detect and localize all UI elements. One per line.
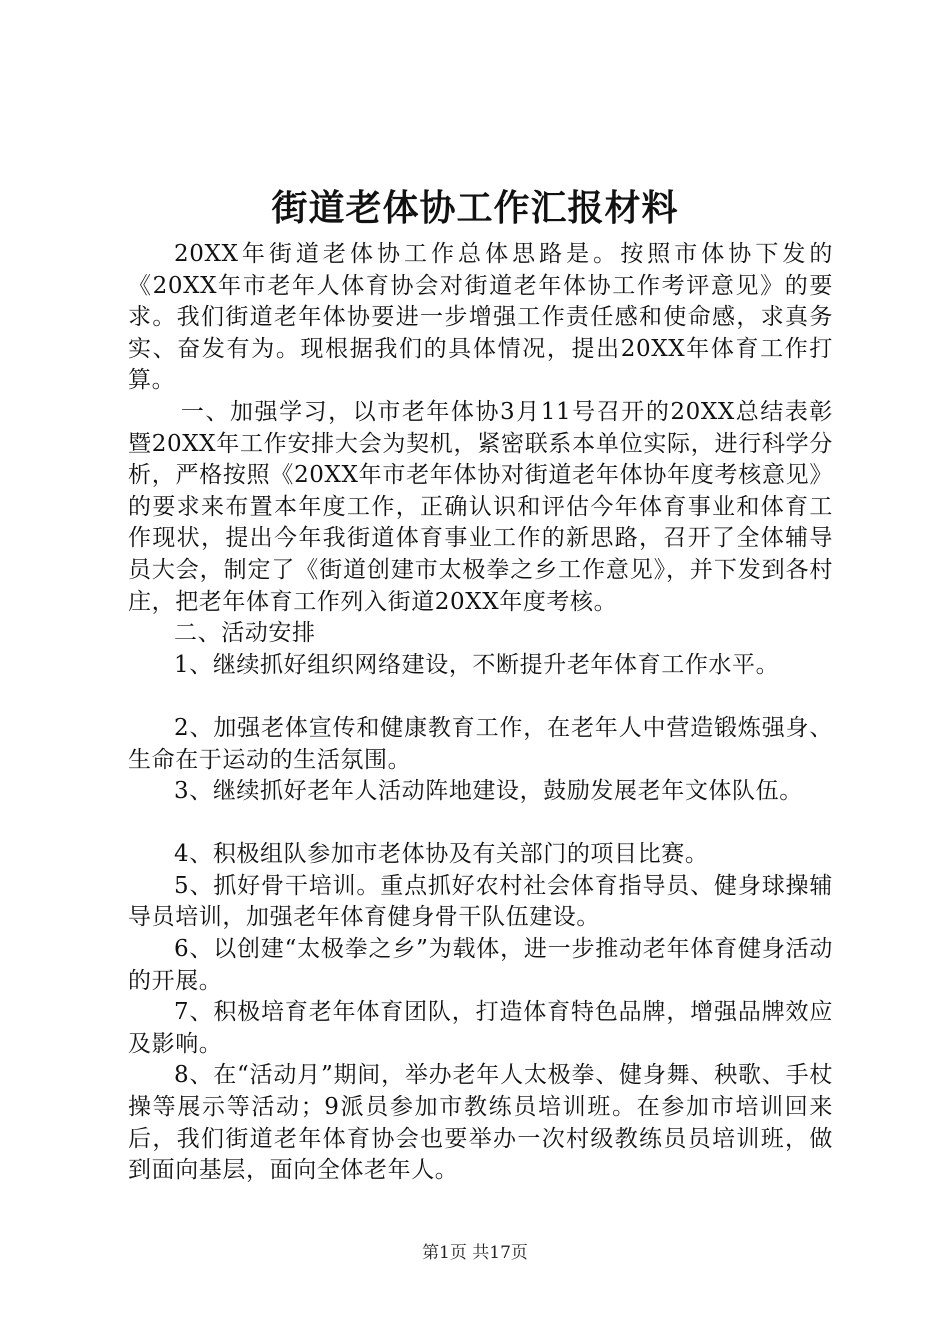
page-number-label: 第1页 共17页: [422, 1243, 528, 1263]
paragraph-item-6: 6、以创建“太极拳之乡”为载体，进一步推动老年体育健身活动的开展。: [128, 936, 833, 994]
paragraph-item-2: 2、加强老体宣传和健康教育工作，在老年人中营造锻炼强身、生命在于运动的生活氛围。: [128, 714, 833, 773]
page-footer: [0, 1242, 950, 1264]
paragraph-item-4: 4、积极组队参加市老体协及有关部门的项目比赛。: [174, 841, 709, 868]
paragraph-section-1: 一、加强学习，以市老年体协3月11号召开的20XX总结表彰暨20XX年工作安排大会为契机，紧密联系本单位实际，进行科学分析，严格按照《20XX年市老年体协对街道老年体协年度考核意见》的要求来布置本年度工作，正确认识和评估今年体育事业和体育工作现状，提出今年我街道体育事业工作的新思路，召开了全体辅导员大会，制定了《街道创建市太极拳之乡工作意见》，并下发到各村庄，把老年体育工作列入街道20XX年度考核。: [128, 398, 833, 615]
paragraph-item-1: 1、继续抓好组织网络建设，不断提升老年体育工作水平。: [174, 651, 780, 678]
paragraph-item-8: 8、在“活动月”期间，举办老年人太极拳、健身舞、秧歌、手杖操等展示等活动；9派员参加市教练员培训班。在参加市培训回来后，我们街道老年体育协会也要举办一次村级教练员员培训班，做到面向基层，面向全体老年人。: [128, 1062, 833, 1184]
document-body: [128, 239, 833, 1187]
paragraph-item-5: 5、抓好骨干培训。重点抓好农村社会体育指导员、健身球操辅导员培训，加强老年体育健身骨干队伍建设。: [128, 872, 833, 931]
paragraph-item-3: 3、继续抓好老年人活动阵地建设，鼓励发展老年文体队伍。: [174, 778, 803, 805]
document-title: 街道老体协工作汇报材料: [271, 187, 679, 229]
paragraph-section-2-heading: 二、活动安排: [174, 620, 316, 647]
paragraph-intro: 20XX年街道老体协工作总体思路是。按照市体协下发的《20XX年市老年人体育协会对街道老年体协工作考评意见》的要求。我们街道老年体协要进一步增强工作责任感和使命感，求真务实、奋发有为。现根据我们的具体情况，提出20XX年体育工作打算。: [128, 241, 833, 394]
paragraph-item-7: 7、积极培育老年体育团队，打造体育特色品牌，增强品牌效应及影响。: [128, 999, 833, 1057]
